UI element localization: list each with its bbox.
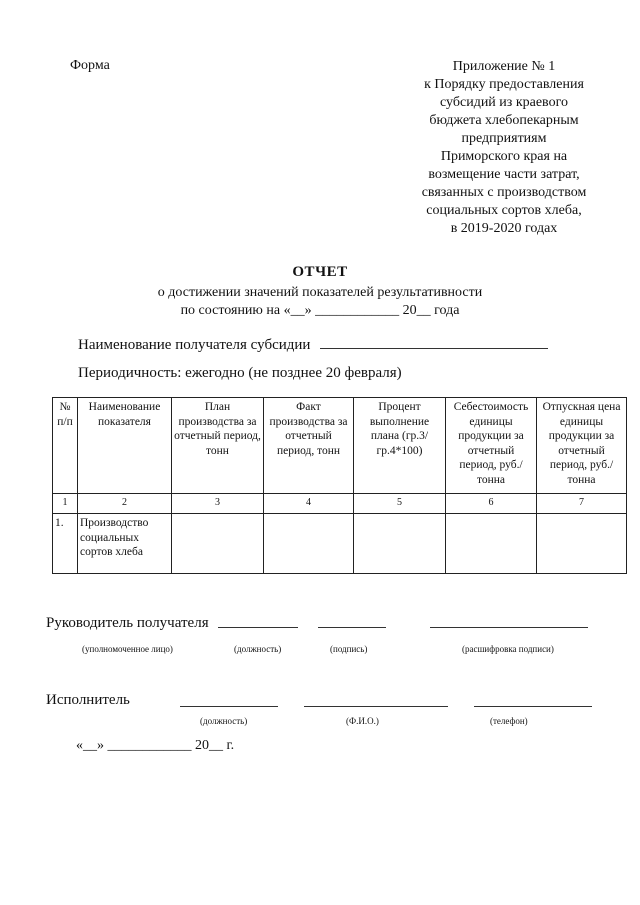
head-name-line[interactable] <box>430 627 588 628</box>
row-number: 1. <box>53 514 78 574</box>
column-number-row <box>53 494 627 514</box>
appendix-line: бюджета хлебопекарным <box>429 113 579 128</box>
appendix-line: Приложение № 1 <box>452 59 556 74</box>
column-number: 7 <box>537 494 627 514</box>
appendix-line: Приморского края на <box>440 149 568 164</box>
recipient-name-field <box>78 336 548 354</box>
executor-phone-line[interactable] <box>474 706 592 707</box>
header-cell: Факт производства за отчетный период, тонн <box>264 398 354 494</box>
subtitle-line: о достижении значений показателей результативности <box>157 285 483 300</box>
column-number: 1 <box>53 494 78 514</box>
cost-cell[interactable] <box>446 514 537 574</box>
header-cell: План производства за отчетный период, тонн <box>172 398 264 494</box>
form-label: Форма <box>70 58 110 73</box>
report-subtitle <box>0 284 640 320</box>
caption-signature-decoding: (расшифровка подписи) <box>462 644 554 654</box>
periodicity-text: Периодичность: ежегодно (не позднее 20 февраля) <box>78 365 402 381</box>
appendix-line: предприятиям <box>461 131 547 146</box>
caption-position: (должность) <box>234 644 282 654</box>
head-position-line[interactable] <box>218 627 298 628</box>
executor-position-line[interactable] <box>180 706 278 707</box>
date-line: «__» ____________ 20__ г. <box>76 738 235 753</box>
executor-name-line[interactable] <box>304 706 448 707</box>
caption-executor-fio: (Ф.И.О.) <box>346 716 379 726</box>
appendix-line: связанных с производством <box>421 185 587 200</box>
price-cell[interactable] <box>537 514 627 574</box>
table-row <box>53 514 627 574</box>
recipient-blank-line[interactable] <box>320 336 548 349</box>
header-cell: Наименование показателя <box>78 398 172 494</box>
executor-label: Исполнитель <box>46 692 130 708</box>
percent-cell[interactable] <box>354 514 446 574</box>
header-cell: Отпускная цена единицы продукции за отчетный период, руб./тонна <box>537 398 627 494</box>
fact-cell[interactable] <box>264 514 354 574</box>
subtitle-line: по состоянию на «__» ____________ 20__ года <box>180 303 460 318</box>
header-cell: Процент выполнение плана (гр.3/гр.4*100) <box>354 398 446 494</box>
appendix-line: субсидий из краевого <box>440 95 568 110</box>
column-number: 6 <box>446 494 537 514</box>
caption-signature: (подпись) <box>330 644 368 654</box>
caption-authorized-person: (уполномоченное лицо) <box>82 644 173 654</box>
column-number: 5 <box>354 494 446 514</box>
column-number: 2 <box>78 494 172 514</box>
header-cell: Себестоимость единицы продукции за отчетный период, руб./тонна <box>446 398 537 494</box>
row-indicator-name: Производство социальных сортов хлеба <box>78 514 172 574</box>
head-signature-line[interactable] <box>318 627 386 628</box>
report-title: ОТЧЕТ <box>292 264 348 280</box>
column-number: 4 <box>264 494 354 514</box>
appendix-block <box>408 58 600 238</box>
column-number: 3 <box>172 494 264 514</box>
plan-cell[interactable] <box>172 514 264 574</box>
table-header-row <box>53 398 627 494</box>
caption-executor-position: (должность) <box>200 716 248 726</box>
appendix-line: социальных сортов хлеба, <box>426 203 582 218</box>
report-table <box>52 397 627 574</box>
appendix-line: в 2019-2020 годах <box>450 221 558 236</box>
appendix-line: возмещение части затрат, <box>428 167 580 182</box>
head-signature-label: Руководитель получателя <box>46 615 209 631</box>
header-cell: № п/п <box>53 398 78 494</box>
recipient-label: Наименование получателя субсидии <box>78 337 311 353</box>
caption-executor-phone: (телефон) <box>490 716 528 726</box>
appendix-line: к Порядку предоставления <box>424 77 584 92</box>
